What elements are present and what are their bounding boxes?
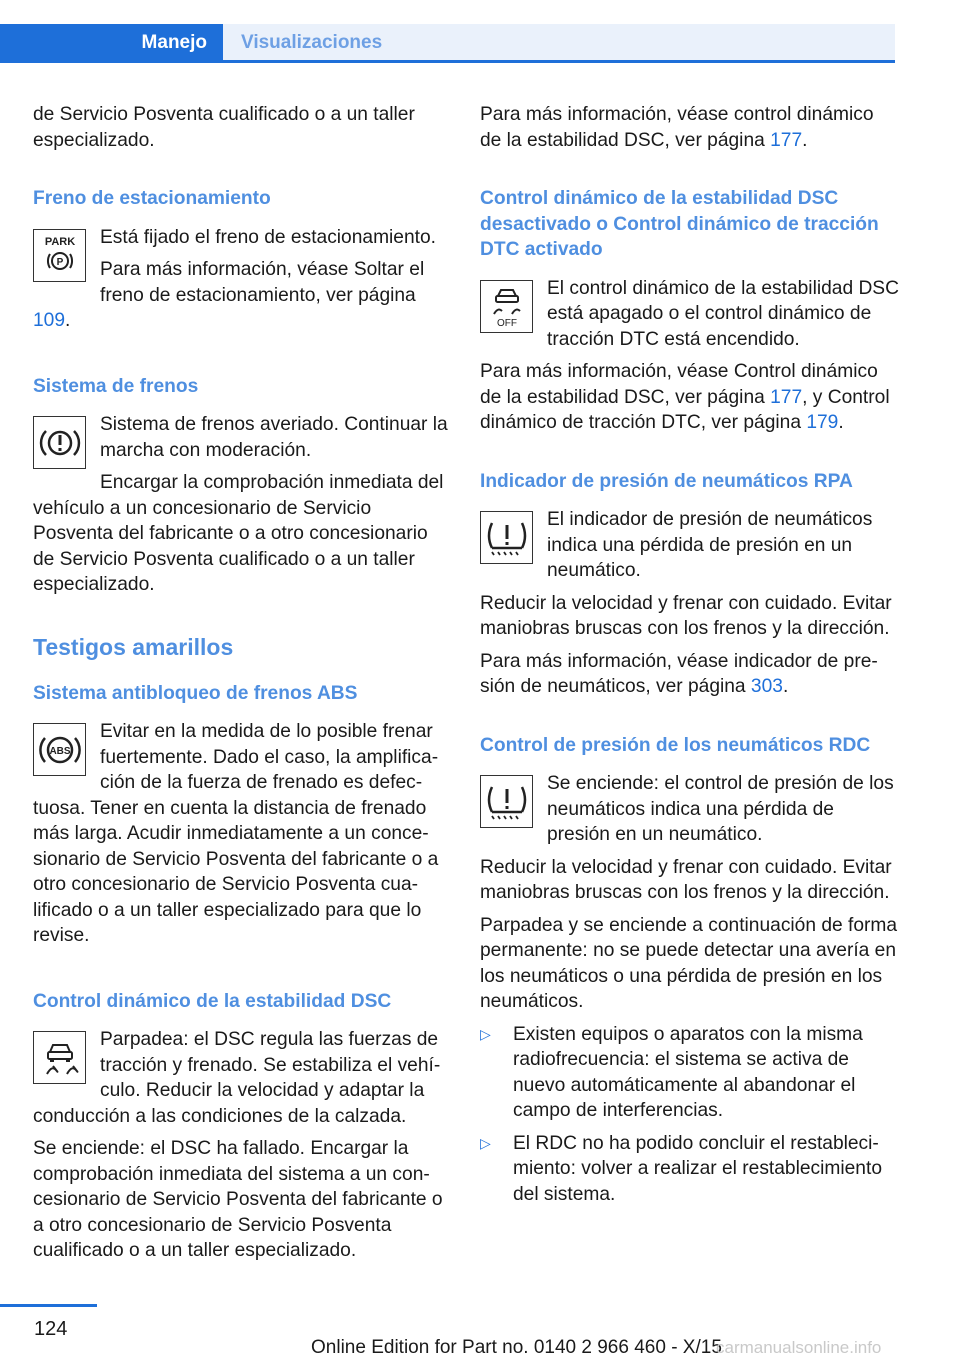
dsc-off-icon xyxy=(480,280,533,333)
page-link-109[interactable]: 109 xyxy=(33,310,66,331)
watermark: carmanualsonline.info xyxy=(716,1338,882,1357)
brake-warning-icon xyxy=(33,416,86,469)
right-column xyxy=(480,102,900,1214)
paragraph: Parpadea: el DSC regula las fuerzas de tracción y frenado. Se estabiliza el vehículo. Reducir la velocidad y adaptar la conducción a las condiciones de la calzada. xyxy=(33,1029,441,1127)
section-title-sistema-frenos: Sistema de frenos xyxy=(33,375,199,397)
section-title-freno-estacionamiento: Freno de estacionamiento xyxy=(33,188,271,209)
list-item: ▷ El RDC no ha podido concluir el restablecimiento: volver a realizar el restablecimiento del sistema. xyxy=(480,1132,882,1205)
tire-pressure-icon xyxy=(480,775,533,828)
left-column xyxy=(33,102,448,1271)
list-item: ▷ Existen equipos o aparatos con la misma radiofrecuencia: el sistema se activa de nuevo automáticamente al abandonar el campo de interferencias. xyxy=(480,1023,863,1121)
paragraph: Reducir la velocidad y frenar con cuidado. Evitar maniobras bruscas con los frenos y la dirección. xyxy=(480,592,892,639)
triangle-bullet-icon: ▷ xyxy=(480,1134,491,1151)
header-bar xyxy=(0,0,960,62)
paragraph: Reducir la velocidad y frenar con cuidado. Evitar maniobras bruscas con los frenos y la dirección. xyxy=(480,856,892,903)
svg-text:P: P xyxy=(56,257,63,268)
tab-visualizaciones[interactable]: Visualizaciones xyxy=(223,24,895,62)
abs-icon-label: ABS xyxy=(48,745,71,757)
section-title-rpa: Indicador de presión de neumáticos RPA xyxy=(480,470,853,492)
dsc-icon xyxy=(33,1031,86,1084)
page-link-303[interactable]: 303 xyxy=(750,676,783,697)
section-title-rdc: Control de presión de los neumáticos RDC xyxy=(480,734,871,756)
edition-footer: Online Edition for Part no. 0140 2 966 460 - X/15 xyxy=(311,1337,722,1358)
paragraph: Parpadea y se enciende a continuación de forma permanente: no se puede detectar una avería en los neumáticos o una pérdida de presión en los neumáticos. xyxy=(480,914,898,1012)
paragraph: El indicador de presión de neumáticos indica una pérdida de presión en un neumático. xyxy=(547,509,873,581)
bullet-list xyxy=(480,1022,900,1208)
paragraph: Encargar la comprobación inmediata del vehículo a un concesionario de Servicio Posventa del fabricante o a otro concesionario de Servicio Posventa cualificado o a un taller especializado. xyxy=(33,472,444,595)
page-number: 124 xyxy=(34,1318,68,1340)
section-heading-testigos-amarillos: Testigos amarillos xyxy=(33,633,234,660)
section-title-abs: Sistema antibloqueo de frenos ABS xyxy=(33,682,358,704)
triangle-bullet-icon: ▷ xyxy=(480,1025,491,1042)
paragraph: de Servicio Posventa cualificado o a un taller especializado. xyxy=(33,104,415,151)
page-number-rule xyxy=(0,1304,97,1307)
page-link-177[interactable]: 177 xyxy=(770,129,803,151)
paragraph: Para más información, véase control dinámico de la estabilidad DSC, ver página 177. xyxy=(480,104,874,151)
paragraph: Para más información, véase Soltar el freno de estacionamiento, ver página 109. xyxy=(33,259,425,331)
paragraph: Se enciende: el DSC ha fallado. Encargar la comprobación inmediata del sistema a un concesionario de Servicio Posventa del fabricante o a otro concesionario de Servicio Posventa cualificado o a un taller especializado. xyxy=(33,1138,443,1261)
park-brake-icon xyxy=(33,229,86,282)
abs-icon xyxy=(33,723,86,776)
paragraph: Sistema de frenos averiado. Continuar la marcha con moderación. xyxy=(100,414,448,461)
paragraph: Se enciende: el control de presión de los neumáticos indica una pérdida de presión en un neumático. xyxy=(547,773,894,845)
section-title-dsc: Control dinámico de la estabilidad DSC xyxy=(33,990,392,1012)
off-icon-label: OFF xyxy=(496,318,517,328)
paragraph: Para más información, véase Control dinámico de la estabilidad DSC, ver página 177, y Control dinámico de tracción DTC, ver página 179. xyxy=(480,361,890,433)
header-rule xyxy=(0,60,895,63)
paragraph: Para más información, véase indicador de presión de neumáticos, ver página 303. xyxy=(480,650,878,697)
section-title-dsc-off: Control dinámico de la estabilidad DSC desactivado o Control dinámico de tracción DTC activado xyxy=(480,188,879,260)
paragraph: El control dinámico de la estabilidad DSC está apagado o el control dinámico de tracción DTC está encendido. xyxy=(547,277,899,350)
tire-pressure-icon xyxy=(480,511,533,564)
paragraph: Evitar en la medida de lo posible frenar fuertemente. Dado el caso, la amplificación de la fuerza de frenado es defectuosa. Tener en cuenta la distancia de frenado más larga. Acudir inmediatamente a un concesionario de Servicio Posventa del fabricante o a otro concesionario de Servicio Posventa cualificado o a un taller especializado para que lo revise. xyxy=(33,721,439,946)
park-icon-label: PARK xyxy=(44,236,75,248)
page-link-177[interactable]: 177 xyxy=(770,386,803,408)
paragraph: Está fijado el freno de estacionamiento. xyxy=(100,226,436,248)
page-link-179[interactable]: 179 xyxy=(806,412,839,433)
tab-manejo[interactable]: Manejo xyxy=(0,24,223,62)
